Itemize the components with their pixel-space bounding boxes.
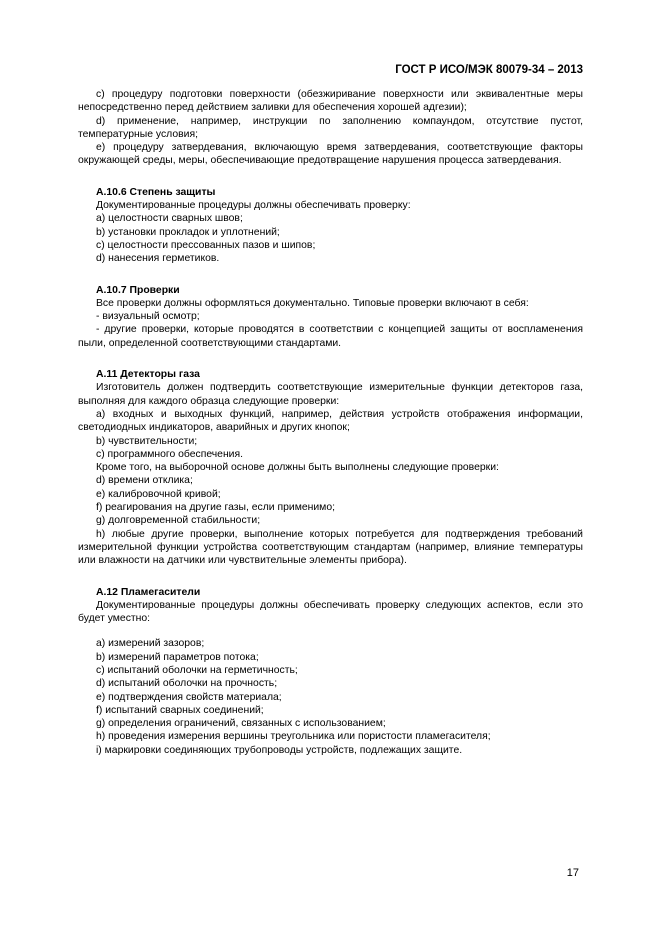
- list-item: a) входных и выходных функций, например, действия устройств отображения информации, светодиодных индикаторов, аварийных и других кнопок;: [78, 408, 583, 434]
- list-item: d) времени отклика;: [96, 475, 193, 487]
- list-item: b) установки прокладок и уплотнений;: [96, 226, 280, 238]
- list-item: c) целостности прессованных пазов и шипов;: [96, 239, 316, 251]
- list-item: f) реагирования на другие газы, если применимо;: [96, 502, 335, 514]
- section-heading-a106: А.10.6 Степень защиты: [96, 186, 216, 198]
- section-heading-a107: А.10.7 Проверки: [96, 284, 180, 296]
- list-item: - визуальный осмотр;: [96, 311, 200, 323]
- page-content: [78, 88, 583, 757]
- section-a11-lead2: Кроме того, на выборочной основе должны быть выполнены следующие проверки:: [96, 462, 499, 474]
- spacer: [78, 625, 583, 637]
- list-item: h) проведения измерения вершины треугольника или пористости пламегасителя;: [96, 731, 491, 743]
- section-heading-a12: А.12 Пламегасители: [96, 586, 201, 598]
- list-item: g) долговременной стабильности;: [96, 515, 261, 527]
- list-item: g) определения ограничений, связанных с использованием;: [96, 718, 386, 730]
- page-number: 17: [566, 867, 579, 879]
- list-item: d) испытаний оболочки на прочность;: [96, 678, 278, 690]
- list-item: c) испытаний оболочки на герметичность;: [96, 664, 298, 676]
- section-a106-lead: Документированные процедуры должны обеспечивать проверку:: [96, 200, 411, 212]
- section-heading-a11: А.11 Детекторы газа: [96, 369, 200, 381]
- list-item: h) любые другие проверки, выполнение которых потребуется для подтверждения требований измерительной функции устройства соответствующим стандартам (например, влияние температуры или влажности на датчики или чувствительные элементы прибора).: [78, 528, 583, 567]
- intro-item-e: e) процедуру затвердевания, включающую время затвердевания, соответствующие факторы окружающей среды, меры, обеспечивающие предотвращение нарушения процесса затвердевания.: [78, 142, 583, 167]
- list-item: d) нанесения герметиков.: [96, 253, 220, 265]
- list-item: a) измерений зазоров;: [96, 638, 205, 650]
- list-item: f) испытаний сварных соединений;: [96, 704, 264, 716]
- section-a107-lead: Все проверки должны оформляться документально. Типовые проверки включают в себя:: [96, 297, 529, 309]
- intro-item-d: d) применение, например, инструкции по заполнению компаундом, отсутствие пустот, температурные условия;: [78, 115, 583, 140]
- list-item: - другие проверки, которые проводятся в соответствии с концепцией защиты от воспламенения пыли, определенной соответствующими стандартами.: [78, 324, 583, 349]
- list-item: c) программного обеспечения.: [96, 448, 244, 460]
- list-item: e) подтверждения свойств материала;: [96, 691, 282, 703]
- section-a12-lead: Документированные процедуры должны обеспечивать проверку следующих аспектов, если это будет уместно:: [78, 599, 583, 625]
- list-item: b) чувствительности;: [96, 435, 198, 447]
- intro-item-c: c) процедуру подготовки поверхности (обезжиривание поверхности или эквивалентные меры непосредственно перед действием заливки для обеспечения хорошей адгезии);: [78, 89, 583, 114]
- section-a11-lead: Изготовитель должен подтвердить соответствующие измерительные функции детекторов газа, выполняя для каждого образца следующие проверки:: [78, 382, 583, 407]
- list-item: a) целостности сварных швов;: [96, 213, 243, 225]
- standard-header: ГОСТ Р ИСО/МЭК 80079-34 – 2013: [395, 64, 583, 76]
- list-item: b) измерений параметров потока;: [96, 651, 259, 663]
- list-item: e) калибровочной кривой;: [96, 488, 221, 500]
- list-item: i) маркировки соединяющих трубопроводы устройств, подлежащих защите.: [96, 744, 463, 756]
